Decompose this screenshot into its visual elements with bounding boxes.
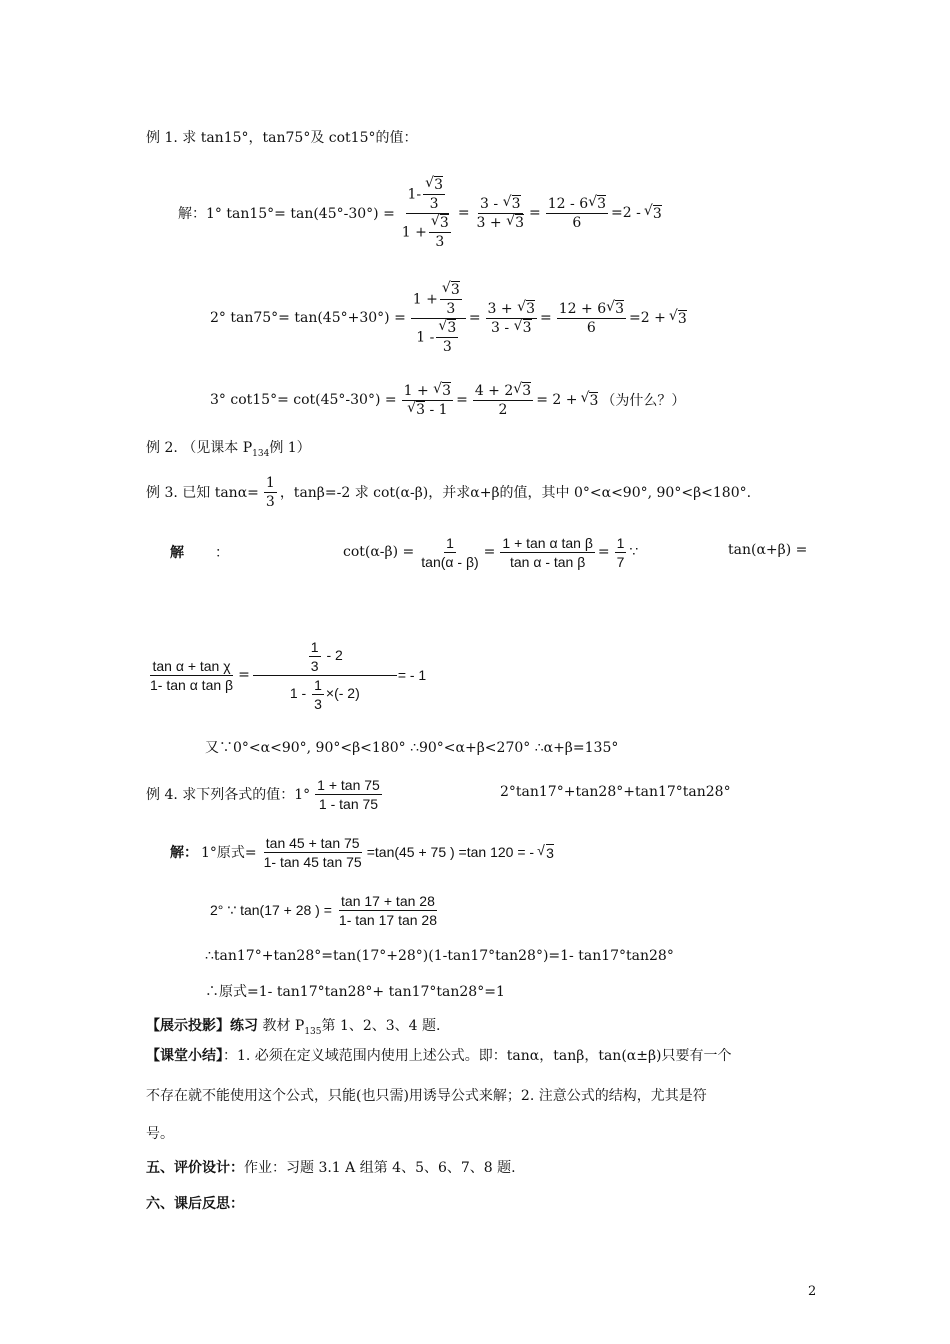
eval-text: 作业：习题 3.1 A 组第 4、5、6、7、8 题.	[244, 1160, 516, 1176]
ex3-cot-lhs: cot(α-β) =	[343, 544, 415, 560]
ex3-sol-label: 解	[170, 545, 184, 561]
ex1-step2-frac1	[411, 281, 466, 356]
ex3-g2dn: 1	[314, 676, 322, 693]
ex3-because: ∵	[629, 544, 639, 560]
summary-line3: 号。	[146, 1126, 174, 1142]
ex1-step3-frac2	[473, 382, 533, 419]
ex3-g1d: 1- tan α tan β	[150, 676, 234, 693]
ex1-s3-f1n: 1 +	[403, 382, 434, 399]
ex1-s2-n1d: 3	[446, 300, 456, 317]
ex3-f1n: 1	[446, 534, 454, 551]
example-4-statement	[146, 774, 385, 814]
ex1-s1-f2nr: 3	[511, 195, 521, 212]
ex3-solution-line1: 解 ： cot(α-β) = $\frac{1}{\tan(\alpha - \beta)}$ = $\frac{\text{1 + tan α tan β}}{\text{tan α - tan β}}$ = $\frac{1}{7}$ ∵	[170, 534, 639, 570]
ex4-q1d: 1 - tan 75	[318, 795, 379, 812]
ex1-s1-d1: 1 +	[401, 224, 427, 240]
summary-bold: 【课堂小结】	[146, 1048, 223, 1064]
ex3-fd: 3	[265, 493, 275, 510]
ex1-s1-f2dr: 3	[515, 214, 525, 231]
summary-l1: ：1. 必须在定义域范围内使用上述公式。即：tanα，tanβ，tan(α±β)只要有一个	[223, 1048, 732, 1064]
ex1-step1-label: 解：1° tan15°= tan(45°-30°) =	[178, 206, 395, 222]
ex1-step2-label: 2° tan75°= tan(45°+30°) =	[210, 310, 406, 326]
ex1-step3-label: 3° cot15°= cot(45°-30°) =	[210, 392, 397, 408]
ex3-solution-line2: $\frac{\text{tan α + tan χ}}{\text{1- tan α tan β}}$ = $\frac{1}{3}$ - 2 1 - $\frac{1}{3}$ ×(- 2) = - 1	[150, 638, 427, 712]
ex1-s3-res: = 2 +	[536, 392, 578, 408]
ex3-f2n: 1 + tan α tan β	[502, 534, 593, 551]
ex1-s1-f3nr: 3	[597, 195, 607, 212]
ex1-s1-f2n: 3 -	[480, 195, 503, 212]
ex1-s2-d1: 1 -	[416, 329, 435, 345]
ex1-s3-f2d: 2	[498, 401, 508, 418]
ex1-step2-frac2	[486, 300, 537, 337]
practice-line	[146, 1016, 441, 1042]
ex1-s1-resr: 3	[652, 205, 662, 222]
ex3-g2d-tail: ×(- 2)	[325, 684, 360, 701]
ex3-tan-lhs: tan(α+β) =	[728, 542, 808, 558]
ex4-s2fd: 1- tan 17 tan 28	[338, 911, 437, 928]
ex1-s2-f3nr: 3	[615, 300, 625, 317]
ex4-sol-label: 解：	[170, 845, 198, 861]
ex1-s2-n1: 1 +	[412, 291, 438, 307]
ex1-step1-frac3	[546, 195, 608, 232]
ex1-s1-n1: 1-	[407, 186, 422, 202]
ex4-s2fn: tan 17 + tan 28	[341, 892, 435, 909]
ex1-s3-f1dr: 3	[416, 401, 426, 418]
eval-bold: 五、评价设计：	[146, 1160, 244, 1176]
ex3-f2d: tan α - tan β	[509, 553, 586, 570]
ex3-fn: 1	[265, 474, 275, 491]
ex1-s1-n1r: 3	[434, 176, 444, 193]
ex4-solution-1	[170, 830, 557, 874]
example-3-statement	[146, 470, 754, 514]
ex1-step1-frac2	[475, 195, 526, 232]
practice-sub: 135	[304, 1026, 322, 1037]
ex3-g2nd: 3	[310, 657, 319, 674]
ex1-s2-f3n: 12 + 6	[558, 300, 607, 317]
ex4-s2-lead: 2° ∵ tan(17 + 28 ) =	[210, 901, 332, 918]
ex1-step1-frac1	[400, 176, 455, 251]
ex1-step1: 解：1° tan15°= tan(45°-30°) = 1- √ $\frac{3}{3}$ 1 + √ $\frac{3}{3}$ = $\frac{3 - √ 3}{3 + √ 3}$ = $\frac{12 - 6√ 3}{6}$ =2 - √ 3	[178, 168, 665, 258]
ex1-s1-d1d: 3	[435, 233, 445, 250]
ex2-text: 例 2. （见课本 P	[146, 440, 253, 456]
ex1-step2: 2° tan75°= tan(45°+30°) = 1 + √ $\frac{3}{3}$ 1 - √ $\frac{3}{3}$ = $\frac{3 + √ 3}{3 - √ 3}$ = $\frac{12 + 6√ 3}{6}$ =2 + √ 3	[210, 270, 690, 366]
ex1-s1-f3d: 6	[572, 214, 582, 231]
ex1-s3-f1nr: 3	[442, 382, 452, 399]
ex4-s1-lead: 1°原式=	[201, 845, 257, 861]
ex3-conclusion: 又∵0°<α<90°, 90°<β<180° ∴90°<α+β<270° ∴α+β=135°	[205, 740, 619, 756]
ex1-s1-f2d: 3 +	[476, 214, 507, 231]
ex4-s1fn: tan 45 + tan 75	[265, 834, 360, 851]
ex4-line3: ∴tan17°+tan28°=tan(17°+28°)(1-tan17°tan28°)=1- tan17°tan28°	[205, 948, 674, 964]
ex1-s2-f2dr: 3	[522, 319, 532, 336]
ex1-s1-n1d: 3	[429, 195, 439, 212]
ex2-tail: 例 1）	[269, 440, 311, 456]
ex3-f3n: 1	[616, 534, 625, 551]
reflection-heading: 六、课后反思：	[146, 1196, 244, 1212]
ex1-s1-f3n: 12 - 6	[547, 195, 589, 212]
ex3-g2dd: 3	[314, 695, 322, 712]
ex3-sol-colon: ：	[215, 545, 229, 561]
summary-line1	[146, 1046, 732, 1066]
ex1-s3-resr: 3	[589, 392, 599, 409]
ex1-step2-frac3	[557, 300, 626, 337]
ex3-lead: 例 3. 已知 tanα=	[146, 485, 259, 501]
ex1-s1-res: =2 -	[611, 205, 641, 221]
summary-line2: 不存在就不能使用这个公式，只能(也只需)用诱导公式来解；2. 注意公式的结构，尤其是符	[146, 1088, 707, 1104]
ex3-g-res: = - 1	[397, 667, 427, 683]
ex4-q1n: 1 + tan 75	[317, 776, 380, 793]
ex3-g2d-lead: 1 -	[289, 684, 311, 701]
ex4-solution-2	[210, 888, 442, 932]
ex4-lead: 例 4. 求下列各式的值：1°	[146, 787, 311, 803]
ex1-s2-f3d: 6	[586, 319, 596, 336]
ex3-g2nn: 1	[310, 638, 319, 655]
ex4-s1-mid: =tan(45 + 75 ) =tan 120 = -	[366, 844, 535, 860]
ex4-q2: 2°tan17°+tan28°+tan17°tan28°	[500, 784, 731, 800]
practice-text: 教材 P	[258, 1018, 305, 1034]
page-number: 2	[808, 1284, 817, 1299]
ex3-rest: ，tanβ=-2 求 cot(α-β)，并求α+β的值，其中 0°<α<90°, 90°<β<180°.	[279, 485, 752, 501]
ex1-s2-res: =2 +	[629, 310, 666, 326]
ex2-sub: 134	[252, 448, 270, 459]
example-2	[146, 438, 311, 464]
ex1-step3-frac1	[402, 382, 453, 419]
ex1-s2-d1r: 3	[447, 319, 457, 336]
ex1-s2-f2n: 3 +	[487, 300, 518, 317]
practice-bold: 【展示投影】练习	[146, 1018, 258, 1034]
ex4-s1-r: 3	[546, 844, 554, 861]
ex1-s3-note: （为什么？）	[601, 393, 686, 409]
ex3-f1d: tan(α - β)	[421, 553, 479, 570]
ex1-s1-d1r: 3	[439, 214, 449, 231]
ex1-s2-f2nr: 3	[526, 300, 536, 317]
ex3-g1n: tan α + tan χ	[152, 657, 231, 674]
ex1-s3-f2n: 4 + 2	[474, 382, 514, 399]
ex1-s2-resr: 3	[677, 310, 687, 327]
ex1-s2-f2d: 3 -	[491, 319, 514, 336]
ex1-s2-d1d: 3	[442, 338, 452, 355]
ex4-s1fd: 1- tan 45 tan 75	[263, 853, 362, 870]
ex3-f3d: 7	[616, 553, 625, 570]
ex1-s2-n1r: 3	[450, 281, 460, 298]
example-1-title: 例 1. 求 tan15°，tan75°及 cot15°的值：	[146, 130, 418, 146]
ex3-g2n-tail: - 2	[322, 646, 343, 663]
evaluation-line	[146, 1158, 516, 1178]
ex1-step3: 3° cot15°= cot(45°-30°) = 1 + √ 3 √ 3 - 1 = $\frac{4 + 2√ 3}{2}$ = 2 + √ 3 （为什么？）	[210, 378, 688, 422]
ex1-s3-f1d: - 1	[425, 401, 448, 418]
practice-tail: 第 1、2、3、4 题.	[321, 1018, 441, 1034]
ex4-line4: ∴原式=1- tan17°tan28°+ tan17°tan28°=1	[205, 984, 505, 1000]
ex1-s3-f2nr: 3	[522, 382, 532, 399]
